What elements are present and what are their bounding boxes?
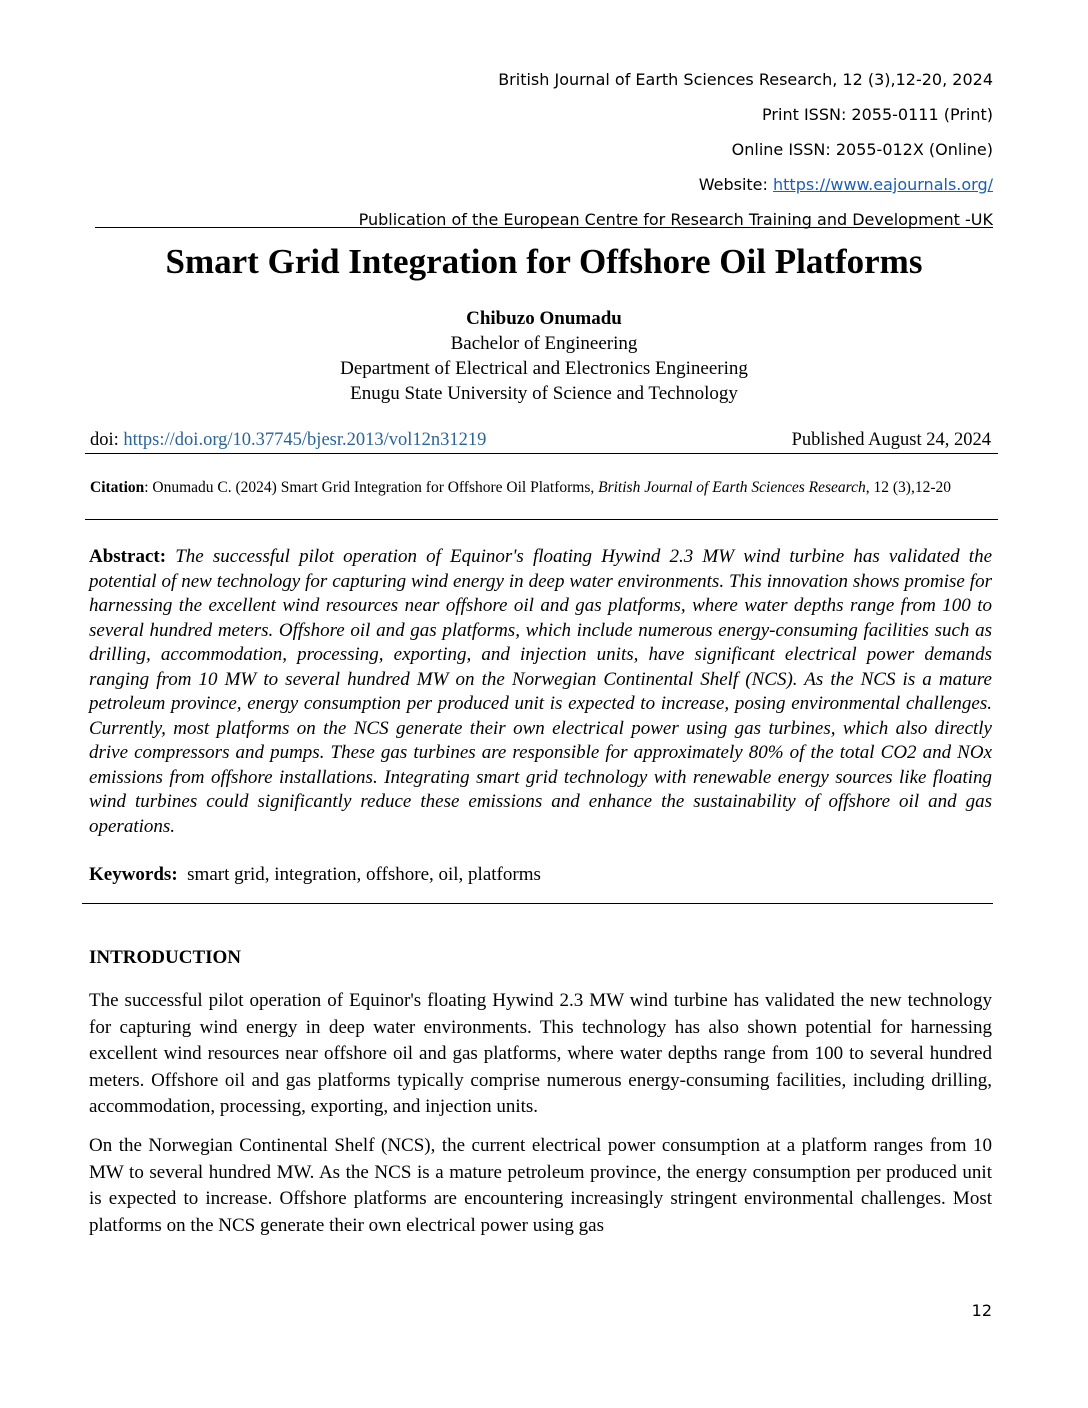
introduction-heading: INTRODUCTION — [89, 947, 242, 968]
introduction-paragraph-1: The successful pilot operation of Equinor's floating Hywind 2.3 MW wind turbine has validated the new technology for capturing wind energy in deep water environments. This technology has also shown potential for harnessing excellent wind resources near offshore oil and gas platforms, where water depths range from 100 to several hundred meters. Offshore oil and gas platforms typically comprise numerous energy-consuming facilities, including drilling, accommodation, processing, exporting, and injection units. — [89, 990, 992, 1117]
journal-header — [359, 62, 993, 237]
citation-journal: British Journal of Earth Sciences Research — [598, 479, 866, 496]
abstract — [89, 545, 992, 839]
website-line — [359, 167, 993, 202]
author-block — [0, 306, 1088, 406]
author-name: Chibuzo Onumadu — [466, 308, 622, 329]
website-label: Website: — [698, 175, 773, 194]
author-degree: Bachelor of Engineering — [450, 333, 638, 354]
page-number: 12 — [971, 1301, 992, 1320]
citation-divider — [85, 519, 998, 520]
author-university: Enugu State University of Science and Technology — [350, 383, 738, 404]
publisher-line: Publication of the European Centre for Research Training and Development -UK — [358, 210, 993, 229]
citation-label: Citation — [90, 479, 145, 496]
paper-title: Smart Grid Integration for Offshore Oil Platforms — [165, 242, 923, 281]
header-divider — [95, 227, 993, 228]
published-date: Published August 24, 2024 — [791, 430, 991, 450]
doi-line — [90, 428, 991, 452]
citation-text: : Onumadu C. (2024) Smart Grid Integration for Offshore Oil Platforms, — [144, 479, 599, 496]
online-issn: Online ISSN: 2055-012X (Online) — [731, 140, 993, 159]
journal-citation-line: British Journal of Earth Sciences Research, 12 (3),12-20, 2024 — [498, 70, 993, 89]
print-issn: Print ISSN: 2055-0111 (Print) — [762, 105, 993, 124]
abstract-label: Abstract: — [89, 546, 167, 567]
keywords-text: smart grid, integration, offshore, oil, platforms — [187, 864, 541, 885]
doi-link[interactable]: https://doi.org/10.37745/bjesr.2013/vol12n31219 — [123, 430, 487, 450]
doi-label: doi: — [90, 430, 124, 450]
introduction-paragraph-2: On the Norwegian Continental Shelf (NCS), the current electrical power consumption at a platform ranges from 10 MW to several hundred MW. As the NCS is a mature petroleum province, the energy consumption per produced unit is expected to increase. Offshore platforms are encountering increasingly stringent environmental challenges. Most platforms on the NCS generate their own electrical power using gas — [89, 1135, 992, 1236]
citation — [90, 478, 993, 498]
doi-divider — [85, 453, 998, 454]
abstract-text: The successful pilot operation of Equinor's floating Hywind 2.3 MW wind turbine has validated the potential of new technology for capturing wind energy in deep water environments. This innovation shows promise for harnessing the excellent wind resources near offshore oil and gas platforms, where water depths range from 100 to several hundred meters. Offshore oil and gas platforms, which include numerous energy-consuming facilities such as drilling, accommodation, processing, exporting, and injection units, have significant electrical power demands ranging from 10 MW to several hundred MW on the Norwegian Continental Shelf (NCS). As the NCS is a mature petroleum province, energy consumption per produced unit is expected to increase, posing environmental challenges. Currently, most platforms on the NCS generate their own electrical power using gas turbines, which also directly drive compressors and pumps. These gas turbines are responsible for approximately 80% of the total CO2 and NOx emissions from offshore installations. Integrating smart grid technology with renewable energy sources like floating wind turbines could significantly reduce these emissions and enhance the sustainability of offshore oil and gas operations. — [89, 546, 993, 837]
author-department: Department of Electrical and Electronics Engineering — [340, 358, 748, 379]
website-link[interactable]: https://www.eajournals.org/ — [773, 175, 993, 194]
keywords — [89, 863, 992, 888]
citation-volume: , 12 (3),12-20 — [865, 479, 951, 496]
keywords-label: Keywords: — [89, 864, 178, 885]
abstract-divider — [82, 903, 993, 904]
